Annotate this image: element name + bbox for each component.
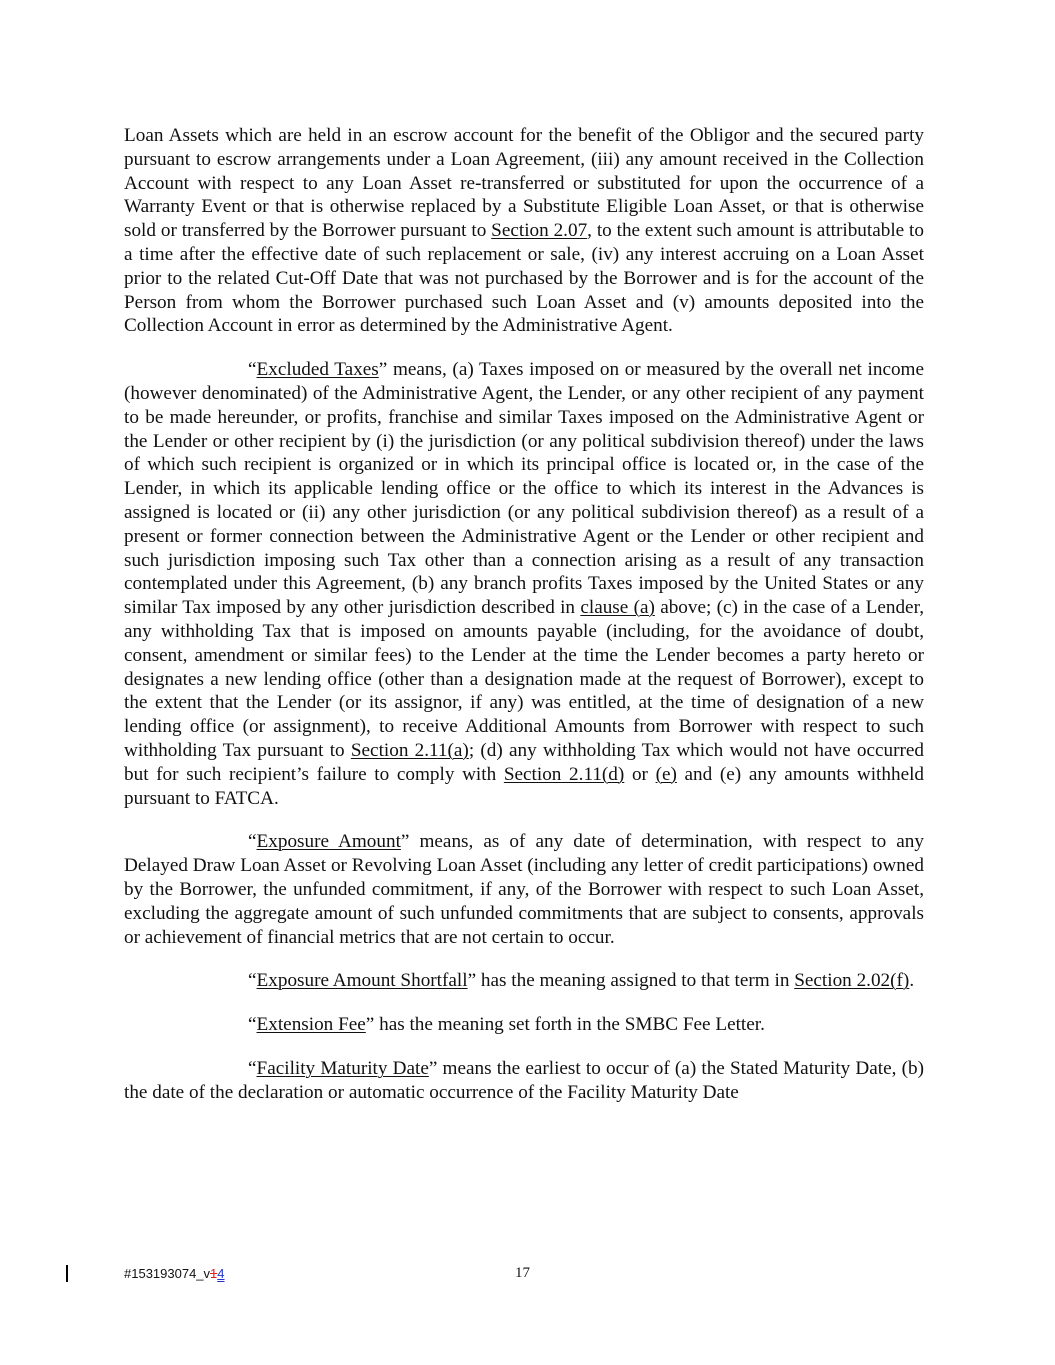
paragraph-text: or bbox=[624, 763, 656, 785]
paragraph-text: ; (d) any withholding Tax which would not have occurred but for such recipient’s failure to comply with bbox=[124, 739, 924, 785]
document-id bbox=[124, 1266, 225, 1281]
paragraph-text: ” means, as of any date of determination, with respect to any Delayed Draw Loan Asset or Revolving Loan Asset (including any letter of credit participations) owned by the Borrower, the unfunded commitment, if any, of the Borrower with respect to such Loan Asset, excluding the aggregate amount of such unfunded commitments that are subject to consents, approvals or achievement of financial metrics that are not certain to occur. bbox=[124, 831, 924, 948]
page-footer bbox=[0, 1265, 1055, 1285]
paragraph-exposure-amount bbox=[124, 830, 924, 949]
paragraph-text: ” has the meaning set forth in the SMBC Fee Letter. bbox=[365, 1014, 765, 1036]
paragraph-text: “ bbox=[248, 970, 257, 992]
inserted-revision: 4 bbox=[217, 1266, 225, 1281]
paragraph-text: ” means the earliest to occur of (a) the Stated Maturity Date, (b) the date of the declaration or automatic occurrence of the Facility Maturity Date bbox=[124, 1057, 924, 1103]
paragraph-text: Loan Assets which are held in an escrow account for the benefit of the Obligor and the secured party pursuant to escrow arrangements under a Loan Agreement, (iii) any amount received in the Collection Account with respect to any Loan Asset re-transferred or substituted for upon the occurrence of a Warranty Event or that is otherwise replaced by a Substitute Eligible Loan Asset, or that is otherwise sold or transferred by the Borrower pursuant to bbox=[124, 125, 924, 242]
paragraph-text: “ bbox=[248, 831, 257, 853]
underlined-term: Section 2.11(a) bbox=[350, 739, 469, 761]
paragraph-exposure-amount-shortfall bbox=[124, 969, 924, 993]
underlined-term: Facility Maturity Date bbox=[256, 1057, 429, 1079]
underlined-term: Excluded Taxes bbox=[256, 359, 379, 381]
underlined-term: Section 2.07 bbox=[491, 220, 588, 242]
paragraph-text: “ bbox=[248, 1014, 257, 1036]
underlined-term: Section 2.11(d) bbox=[503, 763, 625, 785]
paragraph-excluded-taxes bbox=[124, 358, 924, 810]
underlined-term: clause (a) bbox=[580, 597, 655, 619]
paragraph-text: , to the extent such amount is attributable to a time after the effective date of such replacement or sale, (iv) any interest accruing on a Loan Asset prior to the related Cut-Off Date that was not purchased by the Borrower and is for the account of the Person from whom the Borrower purchased such Loan Asset and (v) amounts deposited into the Collection Account in error as determined by the Administrative Agent. bbox=[124, 220, 924, 337]
paragraph-text: and (e) any amounts withheld pursuant to FATCA. bbox=[124, 763, 925, 809]
paragraph-text: above; (c) in the case of a Lender, any withholding Tax that is imposed on amounts payable (including, for the avoidance of doubt, consent, amendment or similar fees) to the Lender at the time the Lender becomes a party hereto or designates a new lending office (other than a designation made at the request of Borrower), except to the extent that the Lender (or its assignor, if any) was entitled, at the time of designation of a new lending office (or assignment), to receive Additional Amounts from Borrower with respect to such withholding Tax pursuant to bbox=[124, 597, 924, 761]
underlined-term: Exposure Amount Shortfall bbox=[256, 970, 468, 992]
paragraph-text: ” means, (a) Taxes imposed on or measured by the overall net income (however denominated) of the Administrative Agent, the Lender, or any other recipient of any payment to be made hereunder, or profits, franchise and similar Taxes imposed on the Administrative Agent or the Lender or other recipient by (i) the jurisdiction (or any political subdivision thereof) under the laws of which such recipient is organized or in which its principal office is located or, in the case of the Lender, in which its applicable lending office or the office to which its interest in the Advances is assigned is located or (ii) any other jurisdiction (or any political subdivision thereof) as a result of a present or former connection between the Administrative Agent or the Lender or other recipient and such jurisdiction imposing such Tax other than a connection arising as a result of any transaction contemplated under this Agreement, (b) any branch profits Taxes imposed by the United States or any similar Tax imposed by any other jurisdiction described in bbox=[124, 359, 924, 619]
document-id-prefix: #153193074_v bbox=[124, 1266, 211, 1281]
underlined-term: (e) bbox=[655, 763, 677, 785]
paragraph-text: . bbox=[909, 970, 915, 992]
underlined-term: Section 2.02(f) bbox=[794, 970, 910, 992]
paragraph-continuation bbox=[124, 124, 924, 338]
paragraph-extension-fee bbox=[124, 1013, 924, 1037]
paragraph-text: “ bbox=[248, 359, 257, 381]
change-bar bbox=[66, 1265, 68, 1282]
paragraph-facility-maturity-date bbox=[124, 1057, 924, 1105]
underlined-term: Extension Fee bbox=[256, 1014, 366, 1036]
page-number: 17 bbox=[515, 1265, 530, 1281]
paragraph-text: ” has the meaning assigned to that term in bbox=[467, 970, 795, 992]
underlined-term: Exposure Amount bbox=[256, 831, 401, 853]
paragraph-text: “ bbox=[248, 1057, 257, 1079]
deleted-revision: 1 bbox=[210, 1266, 218, 1281]
document-page bbox=[124, 124, 924, 1124]
